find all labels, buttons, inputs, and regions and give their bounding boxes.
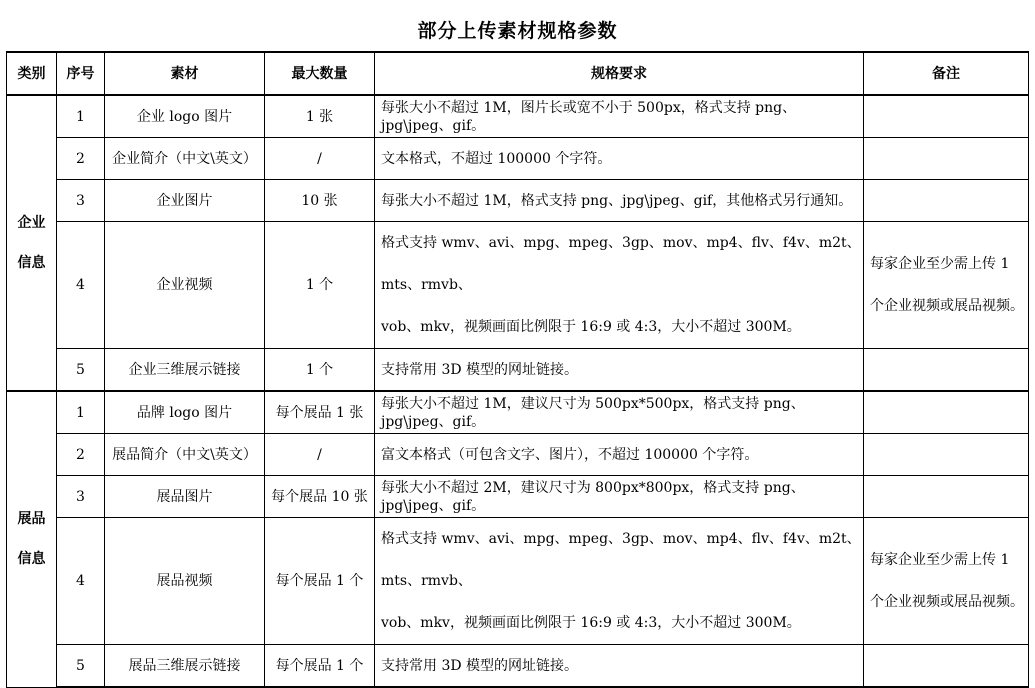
max-qty-cell: 10 张	[265, 180, 375, 222]
category-label-line2: 信息	[17, 551, 46, 568]
material-cell: 企业简介（中文\英文）	[105, 138, 265, 180]
max-qty-cell: 每个展品 1 个	[265, 645, 375, 688]
table-row	[7, 138, 1029, 180]
spec-cell: 每张大小不超过 1M，图片长或宽不小于 500px，格式支持 png、jpg\jpeg、gif。	[375, 95, 864, 138]
note-cell	[864, 476, 1029, 518]
category-label-line1: 展品	[17, 511, 46, 528]
table-row	[7, 222, 1029, 349]
index-cell: 3	[57, 476, 105, 518]
category-cell	[7, 391, 57, 687]
header-material: 素材	[105, 52, 265, 95]
material-cell: 展品图片	[105, 476, 265, 518]
note-cell	[864, 138, 1029, 180]
index-cell: 2	[57, 434, 105, 476]
spec-line: vob、mkv，视频画面比例限于 16:9 或 4:3，大小不超过 300M。	[381, 319, 801, 335]
table-row	[7, 95, 1029, 138]
header-spec: 规格要求	[375, 52, 864, 95]
table-row	[7, 434, 1029, 476]
note-line: 每家企业至少需上传 1	[870, 552, 1010, 568]
max-qty-cell: 1 个	[265, 222, 375, 349]
material-cell: 企业视频	[105, 222, 265, 349]
header-category: 类别	[7, 52, 57, 95]
material-cell: 展品简介（中文\英文）	[105, 434, 265, 476]
index-cell: 5	[57, 645, 105, 688]
spec-line: 格式支持 wmv、avi、mpg、mpeg、3gp、mov、mp4、flv、f4v、m2t、mts、rmvb、	[381, 531, 861, 589]
table-row	[7, 349, 1029, 392]
note-line: 每家企业至少需上传 1	[870, 256, 1010, 272]
category-label-line2: 信息	[17, 255, 46, 271]
spec-cell: 支持常用 3D 模型的网址链接。	[375, 349, 864, 392]
table-row	[7, 391, 1029, 434]
max-qty-cell: 每个展品 1 张	[265, 391, 375, 434]
material-cell: 品牌 logo 图片	[105, 391, 265, 434]
material-cell: 企业三维展示链接	[105, 349, 265, 392]
header-max-qty: 最大数量	[265, 52, 375, 95]
max-qty-cell: 每个展品 1 个	[265, 518, 375, 645]
note-cell	[864, 645, 1029, 688]
header-note: 备注	[864, 52, 1029, 95]
spec-cell	[375, 518, 864, 645]
material-cell: 企业图片	[105, 180, 265, 222]
note-line: 个企业视频或展品视频。	[870, 298, 1024, 314]
spec-cell: 富文本格式（可包含文字、图片），不超过 100000 个字符。	[375, 434, 864, 476]
category-label-line1: 企业	[17, 215, 46, 231]
material-cell: 展品视频	[105, 518, 265, 645]
spec-line: vob、mkv，视频画面比例限于 16:9 或 4:3，大小不超过 300M。	[381, 615, 801, 631]
max-qty-cell: /	[265, 434, 375, 476]
spec-line: 格式支持 wmv、avi、mpg、mpeg、3gp、mov、mp4、flv、f4v、m2t、mts、rmvb、	[381, 235, 861, 293]
spec-cell: 每张大小不超过 2M，建议尺寸为 800px*800px，格式支持 png、jpg\jpeg、gif。	[375, 476, 864, 518]
spec-cell: 每张大小不超过 1M，格式支持 png、jpg\jpeg、gif，其他格式另行通知。	[375, 180, 864, 222]
note-line: 个企业视频或展品视频。	[870, 594, 1024, 610]
table-row	[7, 180, 1029, 222]
page-title: 部分上传素材规格参数	[417, 20, 618, 42]
spec-table	[6, 51, 1029, 688]
table-row	[7, 518, 1029, 645]
note-cell	[864, 95, 1029, 138]
index-cell: 4	[57, 518, 105, 645]
index-cell: 3	[57, 180, 105, 222]
index-cell: 1	[57, 391, 105, 434]
max-qty-cell: 每个展品 10 张	[265, 476, 375, 518]
note-cell	[864, 391, 1029, 434]
spec-cell	[375, 222, 864, 349]
max-qty-cell: 1 张	[265, 95, 375, 138]
spec-cell: 每张大小不超过 1M，建议尺寸为 500px*500px，格式支持 png、jpg\jpeg、gif。	[375, 391, 864, 434]
material-cell: 展品三维展示链接	[105, 645, 265, 688]
category-cell	[7, 95, 57, 391]
spec-cell: 文本格式，不超过 100000 个字符。	[375, 138, 864, 180]
table-row	[7, 645, 1029, 688]
note-cell	[864, 434, 1029, 476]
index-cell: 2	[57, 138, 105, 180]
spec-cell: 支持常用 3D 模型的网址链接。	[375, 645, 864, 688]
max-qty-cell: /	[265, 138, 375, 180]
index-cell: 4	[57, 222, 105, 349]
index-cell: 5	[57, 349, 105, 392]
note-cell	[864, 222, 1029, 349]
max-qty-cell: 1 个	[265, 349, 375, 392]
note-cell	[864, 180, 1029, 222]
note-cell	[864, 349, 1029, 392]
index-cell: 1	[57, 95, 105, 138]
note-cell	[864, 518, 1029, 645]
header-index: 序号	[57, 52, 105, 95]
table-row	[7, 476, 1029, 518]
material-cell: 企业 logo 图片	[105, 95, 265, 138]
table-header-row	[7, 52, 1029, 95]
